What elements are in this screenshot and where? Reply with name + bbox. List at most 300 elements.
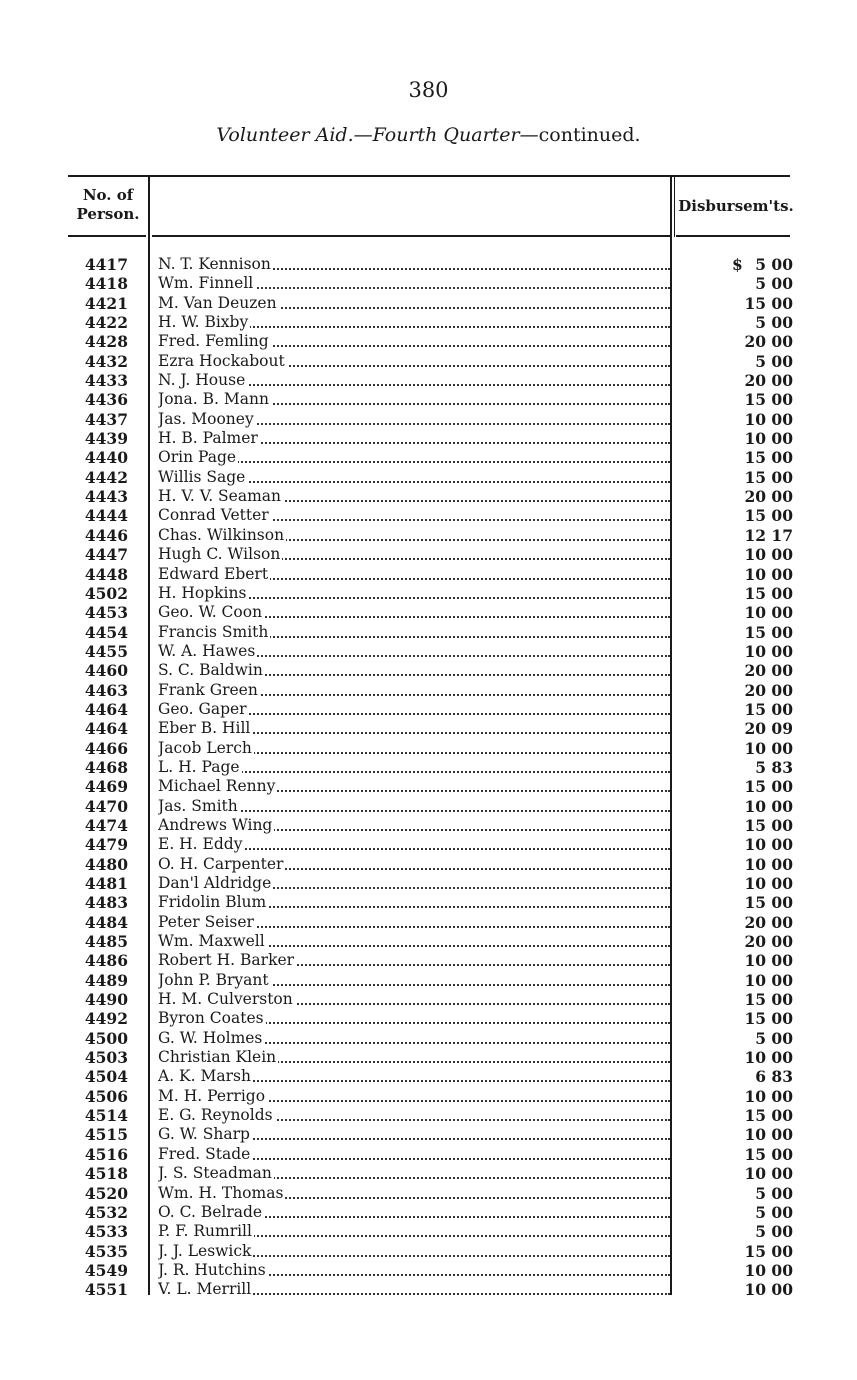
person-number: 4428 bbox=[84, 332, 128, 352]
person-name-cell bbox=[158, 1184, 670, 1203]
person-number: 4549 bbox=[84, 1260, 128, 1280]
person-number: 4514 bbox=[84, 1106, 128, 1126]
person-number: 4516 bbox=[84, 1144, 128, 1164]
disbursement-amount: 20 00 bbox=[744, 661, 793, 681]
table-row bbox=[0, 932, 857, 951]
disbursement-amount-cell bbox=[700, 313, 793, 332]
table-top-rule bbox=[68, 175, 790, 177]
disbursement-amount-cell bbox=[700, 893, 793, 912]
person-name-cell bbox=[158, 1222, 670, 1241]
person-name-cell bbox=[158, 1261, 670, 1280]
disbursement-amount-cell bbox=[700, 874, 793, 893]
disbursement-amount: 10 00 bbox=[744, 1048, 793, 1068]
disbursement-amount: 10 00 bbox=[744, 951, 793, 971]
table-row bbox=[0, 642, 857, 661]
table-row bbox=[0, 990, 857, 1009]
table-row bbox=[0, 429, 857, 448]
dollar-sign: $ bbox=[732, 255, 743, 274]
person-name: H. B. Palmer bbox=[158, 429, 258, 448]
disbursement-amount: 5 00 bbox=[755, 351, 793, 371]
disbursement-amount: 5 00 bbox=[755, 255, 793, 274]
disbursement-amount: 5 00 bbox=[755, 1183, 793, 1203]
person-name: Geo. Gaper bbox=[158, 699, 247, 718]
person-name: Ezra Hockabout bbox=[158, 351, 285, 370]
person-number: 4492 bbox=[84, 1009, 128, 1029]
person-name-cell bbox=[158, 777, 670, 796]
table-row bbox=[0, 371, 857, 390]
person-number: 4468 bbox=[84, 757, 128, 777]
person-name: G. W. Sharp bbox=[158, 1125, 250, 1144]
person-name-cell bbox=[158, 274, 670, 293]
person-name-cell bbox=[158, 874, 670, 893]
person-name: Jas. Mooney bbox=[158, 409, 254, 428]
disbursement-amount-cell bbox=[700, 1029, 793, 1048]
disbursement-amount: 15 00 bbox=[744, 448, 793, 468]
disbursement-amount-cell bbox=[700, 1184, 793, 1203]
disbursement-amount: 10 00 bbox=[744, 738, 793, 758]
table-row bbox=[0, 835, 857, 854]
disbursement-amount-cell bbox=[700, 990, 793, 1009]
disbursement-amount: 20 00 bbox=[744, 932, 793, 952]
person-number: 4535 bbox=[84, 1241, 128, 1261]
disbursement-amount: 10 00 bbox=[744, 641, 793, 661]
disbursement-amount-cell bbox=[700, 565, 793, 584]
disbursement-amount-cell bbox=[700, 1106, 793, 1125]
table-row bbox=[0, 255, 857, 274]
person-name: Wm. Finnell bbox=[158, 274, 254, 293]
person-name-cell bbox=[158, 603, 670, 622]
table-row bbox=[0, 526, 857, 545]
disbursement-amount-cell bbox=[700, 642, 793, 661]
person-name-cell bbox=[158, 294, 670, 313]
disbursement-amount: 15 00 bbox=[744, 699, 793, 719]
person-name: Willis Sage bbox=[158, 467, 246, 486]
person-name: John P. Bryant bbox=[158, 970, 269, 989]
person-number: 4463 bbox=[84, 680, 128, 700]
person-name: Fred. Stade bbox=[158, 1144, 251, 1163]
disbursement-amount-cell bbox=[700, 390, 793, 409]
disbursement-amount-cell bbox=[700, 255, 793, 274]
page-number: 380 bbox=[408, 78, 449, 102]
table-row bbox=[0, 468, 857, 487]
person-name-cell bbox=[158, 855, 670, 874]
person-name-cell bbox=[158, 739, 670, 758]
disbursement-amount: 15 00 bbox=[744, 467, 793, 487]
person-name-cell bbox=[158, 913, 670, 932]
person-name-cell bbox=[158, 1203, 670, 1222]
person-name-cell bbox=[158, 352, 670, 371]
person-number: 4421 bbox=[84, 293, 128, 313]
disbursement-amount-cell bbox=[700, 971, 793, 990]
person-number: 4518 bbox=[84, 1164, 128, 1184]
table-body bbox=[0, 255, 857, 1300]
disbursement-amount-cell bbox=[700, 545, 793, 564]
disbursement-amount: 10 00 bbox=[744, 545, 793, 565]
disbursement-amount-cell bbox=[700, 332, 793, 351]
person-name-cell bbox=[158, 526, 670, 545]
table-row bbox=[0, 951, 857, 970]
person-number: 4453 bbox=[84, 603, 128, 623]
person-number: 4464 bbox=[84, 719, 128, 739]
person-number: 4485 bbox=[84, 932, 128, 952]
person-number: 4506 bbox=[84, 1086, 128, 1106]
disbursement-amount-cell bbox=[700, 1280, 793, 1299]
disbursement-amount-cell bbox=[700, 1222, 793, 1241]
person-number: 4446 bbox=[84, 525, 128, 545]
person-name-cell bbox=[158, 410, 670, 429]
person-number: 4551 bbox=[84, 1280, 128, 1300]
table-row bbox=[0, 758, 857, 777]
disbursement-amount: 10 00 bbox=[744, 874, 793, 893]
table-row bbox=[0, 545, 857, 564]
disbursement-amount-cell bbox=[700, 758, 793, 777]
person-name: E. G. Reynolds bbox=[158, 1106, 273, 1125]
header-rule-number bbox=[68, 235, 146, 237]
disbursement-amount: 15 00 bbox=[744, 1144, 793, 1164]
person-name: M. Van Deuzen bbox=[158, 293, 277, 312]
disbursement-amount-cell bbox=[700, 1067, 793, 1086]
table-row bbox=[0, 1203, 857, 1222]
disbursement-amount: 10 00 bbox=[744, 835, 793, 855]
disbursement-amount-cell bbox=[700, 1087, 793, 1106]
disbursement-amount: 10 00 bbox=[744, 970, 793, 990]
disbursement-amount-cell bbox=[700, 1242, 793, 1261]
person-number: 4447 bbox=[84, 545, 128, 565]
table-row bbox=[0, 603, 857, 622]
person-name: Jas. Smith bbox=[158, 796, 238, 815]
person-name-cell bbox=[158, 584, 670, 603]
table-row bbox=[0, 352, 857, 371]
disbursement-amount: 20 09 bbox=[744, 719, 793, 739]
person-number: 4422 bbox=[84, 313, 128, 333]
disbursement-amount: 15 00 bbox=[744, 293, 793, 313]
table-row bbox=[0, 739, 857, 758]
person-name: Wm. Maxwell bbox=[158, 932, 265, 951]
person-name: H. M. Culverston bbox=[158, 990, 293, 1009]
person-name: Robert H. Barker bbox=[158, 951, 295, 970]
person-name: Edward Ebert bbox=[158, 564, 269, 583]
table-row bbox=[0, 971, 857, 990]
disbursement-amount: 15 00 bbox=[744, 1106, 793, 1126]
disbursement-amount-cell bbox=[700, 1009, 793, 1028]
disbursement-amount: 12 17 bbox=[744, 525, 793, 545]
disbursement-amount-cell bbox=[700, 700, 793, 719]
person-name-cell bbox=[158, 313, 670, 332]
disbursement-amount: 5 83 bbox=[755, 757, 793, 777]
person-number: 4504 bbox=[84, 1067, 128, 1087]
table-row bbox=[0, 797, 857, 816]
disbursement-amount: 10 00 bbox=[744, 854, 793, 874]
person-name: Dan'l Aldridge bbox=[158, 874, 272, 892]
person-name: Hugh C. Wilson bbox=[158, 545, 281, 564]
table-row bbox=[0, 855, 857, 874]
disbursement-amount-cell bbox=[700, 584, 793, 603]
disbursement-amount-cell bbox=[700, 468, 793, 487]
person-name: H. V. V. Seaman bbox=[158, 487, 282, 506]
disbursement-amount: 10 00 bbox=[744, 1125, 793, 1145]
table-row bbox=[0, 1048, 857, 1067]
person-name: Christian Klein bbox=[158, 1048, 277, 1067]
person-name-cell bbox=[158, 719, 670, 738]
heading-continued: continued. bbox=[538, 124, 641, 146]
disbursement-amount: 5 00 bbox=[755, 313, 793, 333]
person-number: 4442 bbox=[84, 467, 128, 487]
table-row bbox=[0, 1145, 857, 1164]
table-row bbox=[0, 1261, 857, 1280]
person-name-cell bbox=[158, 893, 670, 912]
person-number: 4474 bbox=[84, 815, 128, 835]
table-row bbox=[0, 294, 857, 313]
disbursement-amount-cell bbox=[700, 816, 793, 835]
person-name: Andrews Wing bbox=[158, 815, 273, 834]
disbursement-amount-cell bbox=[700, 448, 793, 467]
person-name: V. L. Merrill bbox=[158, 1280, 252, 1299]
disbursement-amount-cell bbox=[700, 835, 793, 854]
table-row bbox=[0, 584, 857, 603]
person-name: Geo. W. Coon bbox=[158, 603, 263, 622]
person-number: 4533 bbox=[84, 1222, 128, 1242]
person-name-cell bbox=[158, 1242, 670, 1261]
table-row bbox=[0, 661, 857, 680]
disbursement-amount-cell bbox=[700, 1048, 793, 1067]
person-name-cell bbox=[158, 1048, 670, 1067]
disbursement-amount: 15 00 bbox=[744, 506, 793, 526]
person-number: 4418 bbox=[84, 274, 128, 294]
person-name-cell bbox=[158, 1106, 670, 1125]
person-name-cell bbox=[158, 545, 670, 564]
table-row bbox=[0, 1164, 857, 1183]
person-name-cell bbox=[158, 506, 670, 525]
table-row bbox=[0, 1184, 857, 1203]
table-row bbox=[0, 681, 857, 700]
table-row bbox=[0, 777, 857, 796]
disbursement-amount: 10 00 bbox=[744, 1086, 793, 1106]
person-name-cell bbox=[158, 951, 670, 970]
column-header-number-line2: Person. bbox=[76, 205, 140, 223]
person-name: E. H. Eddy bbox=[158, 835, 243, 854]
disbursement-amount: 15 00 bbox=[744, 390, 793, 410]
person-name: J. R. Hutchins bbox=[158, 1260, 266, 1279]
person-name: N. J. House bbox=[158, 371, 246, 390]
person-name: Fridolin Blum bbox=[158, 893, 267, 912]
person-name-cell bbox=[158, 835, 670, 854]
person-name: O. C. Belrade bbox=[158, 1202, 263, 1221]
person-name-cell bbox=[158, 758, 670, 777]
person-name-cell bbox=[158, 1087, 670, 1106]
disbursement-amount-cell bbox=[700, 913, 793, 932]
person-name: H. W. Bixby bbox=[158, 313, 249, 332]
person-number: 4532 bbox=[84, 1202, 128, 1222]
person-name: G. W. Holmes bbox=[158, 1028, 263, 1047]
disbursement-amount-cell bbox=[700, 1125, 793, 1144]
column-header-disbursements: Disbursem'ts. bbox=[678, 197, 794, 215]
person-name-cell bbox=[158, 816, 670, 835]
person-name-cell bbox=[158, 932, 670, 951]
disbursement-amount-cell bbox=[700, 603, 793, 622]
person-number: 4433 bbox=[84, 371, 128, 391]
table-row bbox=[0, 390, 857, 409]
person-name: Peter Seiser bbox=[158, 912, 254, 931]
disbursement-amount: 5 00 bbox=[755, 274, 793, 294]
person-number: 4466 bbox=[84, 738, 128, 758]
disbursement-amount: 10 00 bbox=[744, 564, 793, 584]
person-number: 4483 bbox=[84, 893, 128, 913]
disbursement-amount: 5 00 bbox=[755, 1202, 793, 1222]
person-name-cell bbox=[158, 1164, 670, 1183]
person-name: J. J. Leswick bbox=[158, 1241, 252, 1260]
person-name: Jona. B. Mann bbox=[158, 390, 269, 409]
person-number: 4502 bbox=[84, 583, 128, 603]
disbursement-amount: 10 00 bbox=[744, 603, 793, 623]
person-name-cell bbox=[158, 371, 670, 390]
disbursement-amount: 15 00 bbox=[744, 622, 793, 642]
person-number: 4490 bbox=[84, 990, 128, 1010]
disbursement-amount: 10 00 bbox=[744, 1280, 793, 1300]
person-number: 4464 bbox=[84, 699, 128, 719]
person-number: 4479 bbox=[84, 835, 128, 855]
disbursement-amount: 20 00 bbox=[744, 680, 793, 700]
disbursement-amount: 15 00 bbox=[744, 777, 793, 797]
person-number: 4470 bbox=[84, 796, 128, 816]
person-name-cell bbox=[158, 661, 670, 680]
person-name: Frank Green bbox=[158, 680, 258, 699]
person-number: 4437 bbox=[84, 409, 128, 429]
person-name: M. H. Perrigo bbox=[158, 1086, 266, 1105]
disbursement-amount-cell bbox=[700, 951, 793, 970]
person-name: Conrad Vetter bbox=[158, 506, 269, 525]
person-number: 4432 bbox=[84, 351, 128, 371]
disbursement-amount-cell bbox=[700, 429, 793, 448]
person-name: Francis Smith bbox=[158, 622, 269, 641]
table-row bbox=[0, 448, 857, 467]
person-name-cell bbox=[158, 390, 670, 409]
person-name: L. H. Page bbox=[158, 757, 240, 776]
disbursement-amount: 10 00 bbox=[744, 1164, 793, 1184]
person-name: S. C. Baldwin bbox=[158, 661, 263, 680]
disbursement-amount-cell bbox=[700, 1203, 793, 1222]
person-number: 4500 bbox=[84, 1028, 128, 1048]
table-row bbox=[0, 332, 857, 351]
disbursement-amount-cell bbox=[700, 719, 793, 738]
person-name: O. H. Carpenter bbox=[158, 854, 284, 873]
disbursement-amount-cell bbox=[700, 1261, 793, 1280]
person-number: 4469 bbox=[84, 777, 128, 797]
disbursement-amount: 15 00 bbox=[744, 990, 793, 1010]
table-row bbox=[0, 719, 857, 738]
disbursement-amount-cell bbox=[700, 623, 793, 642]
table-row bbox=[0, 1125, 857, 1144]
person-number: 4436 bbox=[84, 390, 128, 410]
disbursement-amount-cell bbox=[700, 352, 793, 371]
disbursement-amount-cell bbox=[700, 797, 793, 816]
person-name-cell bbox=[158, 642, 670, 661]
person-number: 4460 bbox=[84, 661, 128, 681]
person-name: H. Hopkins bbox=[158, 583, 247, 602]
table-row bbox=[0, 700, 857, 719]
person-name: W. A. Hawes bbox=[158, 641, 256, 660]
person-name-cell bbox=[158, 565, 670, 584]
disbursement-amount: 15 00 bbox=[744, 1241, 793, 1261]
person-number: 4486 bbox=[84, 951, 128, 971]
person-name: Wm. H. Thomas bbox=[158, 1183, 284, 1202]
person-name: Jacob Lerch bbox=[158, 738, 252, 757]
disbursement-amount: 5 00 bbox=[755, 1028, 793, 1048]
person-name: Chas. Wilkinson bbox=[158, 525, 285, 544]
table-row bbox=[0, 874, 857, 893]
disbursement-amount-cell bbox=[700, 410, 793, 429]
disbursement-amount-cell bbox=[700, 1164, 793, 1183]
person-name-cell bbox=[158, 1145, 670, 1164]
person-number: 4454 bbox=[84, 622, 128, 642]
person-name-cell bbox=[158, 700, 670, 719]
person-number: 4481 bbox=[84, 874, 128, 893]
disbursement-amount: 15 00 bbox=[744, 1009, 793, 1029]
heading-italic: Volunteer Aid.—Fourth Quarter— bbox=[216, 124, 539, 146]
disbursement-amount-cell bbox=[700, 506, 793, 525]
person-number: 4443 bbox=[84, 487, 128, 507]
table-row bbox=[0, 1029, 857, 1048]
person-name-cell bbox=[158, 332, 670, 351]
person-name-cell bbox=[158, 448, 670, 467]
person-name: Fred. Femling bbox=[158, 332, 269, 351]
table-row bbox=[0, 506, 857, 525]
disbursement-amount-cell bbox=[700, 777, 793, 796]
table-row bbox=[0, 313, 857, 332]
person-name-cell bbox=[158, 487, 670, 506]
person-number: 4489 bbox=[84, 970, 128, 990]
disbursement-amount-cell bbox=[700, 661, 793, 680]
person-name-cell bbox=[158, 1125, 670, 1144]
column-header-number-line1: No. of bbox=[82, 186, 134, 204]
person-name: N. T. Kennison bbox=[158, 255, 271, 273]
table-row bbox=[0, 1067, 857, 1086]
disbursement-amount-cell bbox=[700, 1145, 793, 1164]
person-name-cell bbox=[158, 468, 670, 487]
person-name: Eber B. Hill bbox=[158, 719, 251, 738]
person-number: 4503 bbox=[84, 1048, 128, 1068]
disbursement-amount: 20 00 bbox=[744, 912, 793, 932]
table-row bbox=[0, 410, 857, 429]
disbursement-amount-cell bbox=[700, 739, 793, 758]
person-name-cell bbox=[158, 1029, 670, 1048]
person-name-cell bbox=[158, 1067, 670, 1086]
person-name: A. K. Marsh bbox=[158, 1067, 251, 1086]
person-number: 4448 bbox=[84, 564, 128, 584]
person-name-cell bbox=[158, 797, 670, 816]
table-row bbox=[0, 1009, 857, 1028]
person-number: 4520 bbox=[84, 1183, 128, 1203]
column-divider-right-2 bbox=[674, 177, 675, 237]
table-row bbox=[0, 913, 857, 932]
header-rule-name bbox=[152, 235, 670, 237]
person-name: Michael Renny bbox=[158, 777, 276, 796]
person-number: 4484 bbox=[84, 912, 128, 932]
person-number: 4440 bbox=[84, 448, 128, 468]
person-name-cell bbox=[158, 255, 670, 274]
table-row bbox=[0, 1242, 857, 1261]
table-row bbox=[0, 1106, 857, 1125]
disbursement-amount: 20 00 bbox=[744, 487, 793, 507]
table-row bbox=[0, 1087, 857, 1106]
disbursement-amount: 20 00 bbox=[744, 371, 793, 391]
disbursement-amount: 20 00 bbox=[744, 332, 793, 352]
person-name-cell bbox=[158, 1280, 670, 1299]
person-name: Byron Coates bbox=[158, 1009, 264, 1028]
disbursement-amount-cell bbox=[700, 526, 793, 545]
disbursement-amount: 5 00 bbox=[755, 1222, 793, 1242]
disbursement-amount-cell bbox=[700, 294, 793, 313]
table-row bbox=[0, 1222, 857, 1241]
